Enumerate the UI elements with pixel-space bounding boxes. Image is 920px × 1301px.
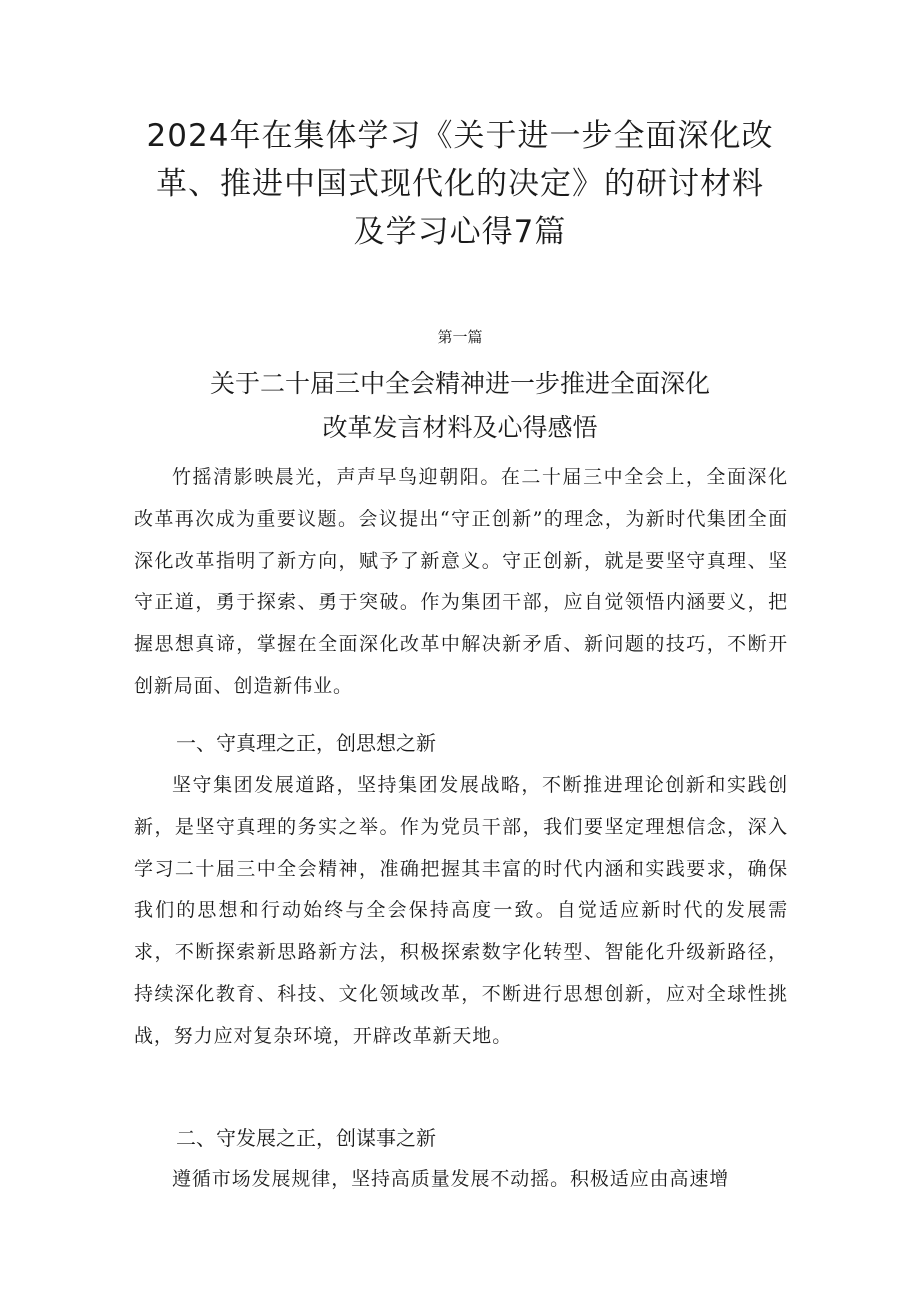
document-title-line: 及学习心得7篇 (353, 214, 567, 250)
article-title (120, 362, 800, 450)
document-title-line: 2024年在集体学习《关于进一步全面深化改 (146, 118, 774, 154)
section-heading-1: 一、守真理之正，创思想之新 (176, 731, 436, 755)
article-title-line: 关于二十届三中全会精神进一步推进全面深化 (209, 369, 710, 398)
document-title-line: 革、推进中国式现代化的决定》的研讨材料 (156, 166, 764, 202)
document-title (120, 112, 800, 256)
section-label: 第一篇 (437, 328, 483, 346)
body-paragraph-1: 坚守集团发展道路，坚持集团发展战略，不断推进理论创新和实践创新，是坚守真理的务实之举。作为党员干部，我们要坚定理想信念，深入学习二十届三中全会精神，准确把握其丰富的时代内涵和实践要求，确保我们的思想和行动始终与全会保持高度一致。自觉适应新时代的发展需求，不断探索新思路新方法，积极探索数字化转型、智能化升级新路径，持续深化教育、科技、文化领域改革，不断进行思想创新，应对全球性挑战，努力应对复杂环境，开辟改革新天地。 (134, 774, 788, 1047)
intro-paragraph: 竹摇清影映晨光，声声早鸟迎朝阳。在二十届三中全会上，全面深化改革再次成为重要议题。会议提出“守正创新”的理念，为新时代集团全面深化改革指明了新方向，赋予了新意义。守正创新，就是要坚守真理、坚守正道，勇于探索、勇于突破。作为集团干部，应自觉领悟内涵要义，把握思想真谛，掌握在全面深化改革中解决新矛盾、新问题的技巧，不断开创新局面、创造新伟业。 (134, 466, 788, 697)
article-title-line: 改革发言材料及心得感悟 (322, 413, 598, 442)
section-heading-2: 二、守发展之正，创谋事之新 (176, 1126, 436, 1150)
body-paragraph-2: 遵循市场发展规律，坚持高质量发展不动摇。积极适应由高速增 (172, 1168, 730, 1190)
